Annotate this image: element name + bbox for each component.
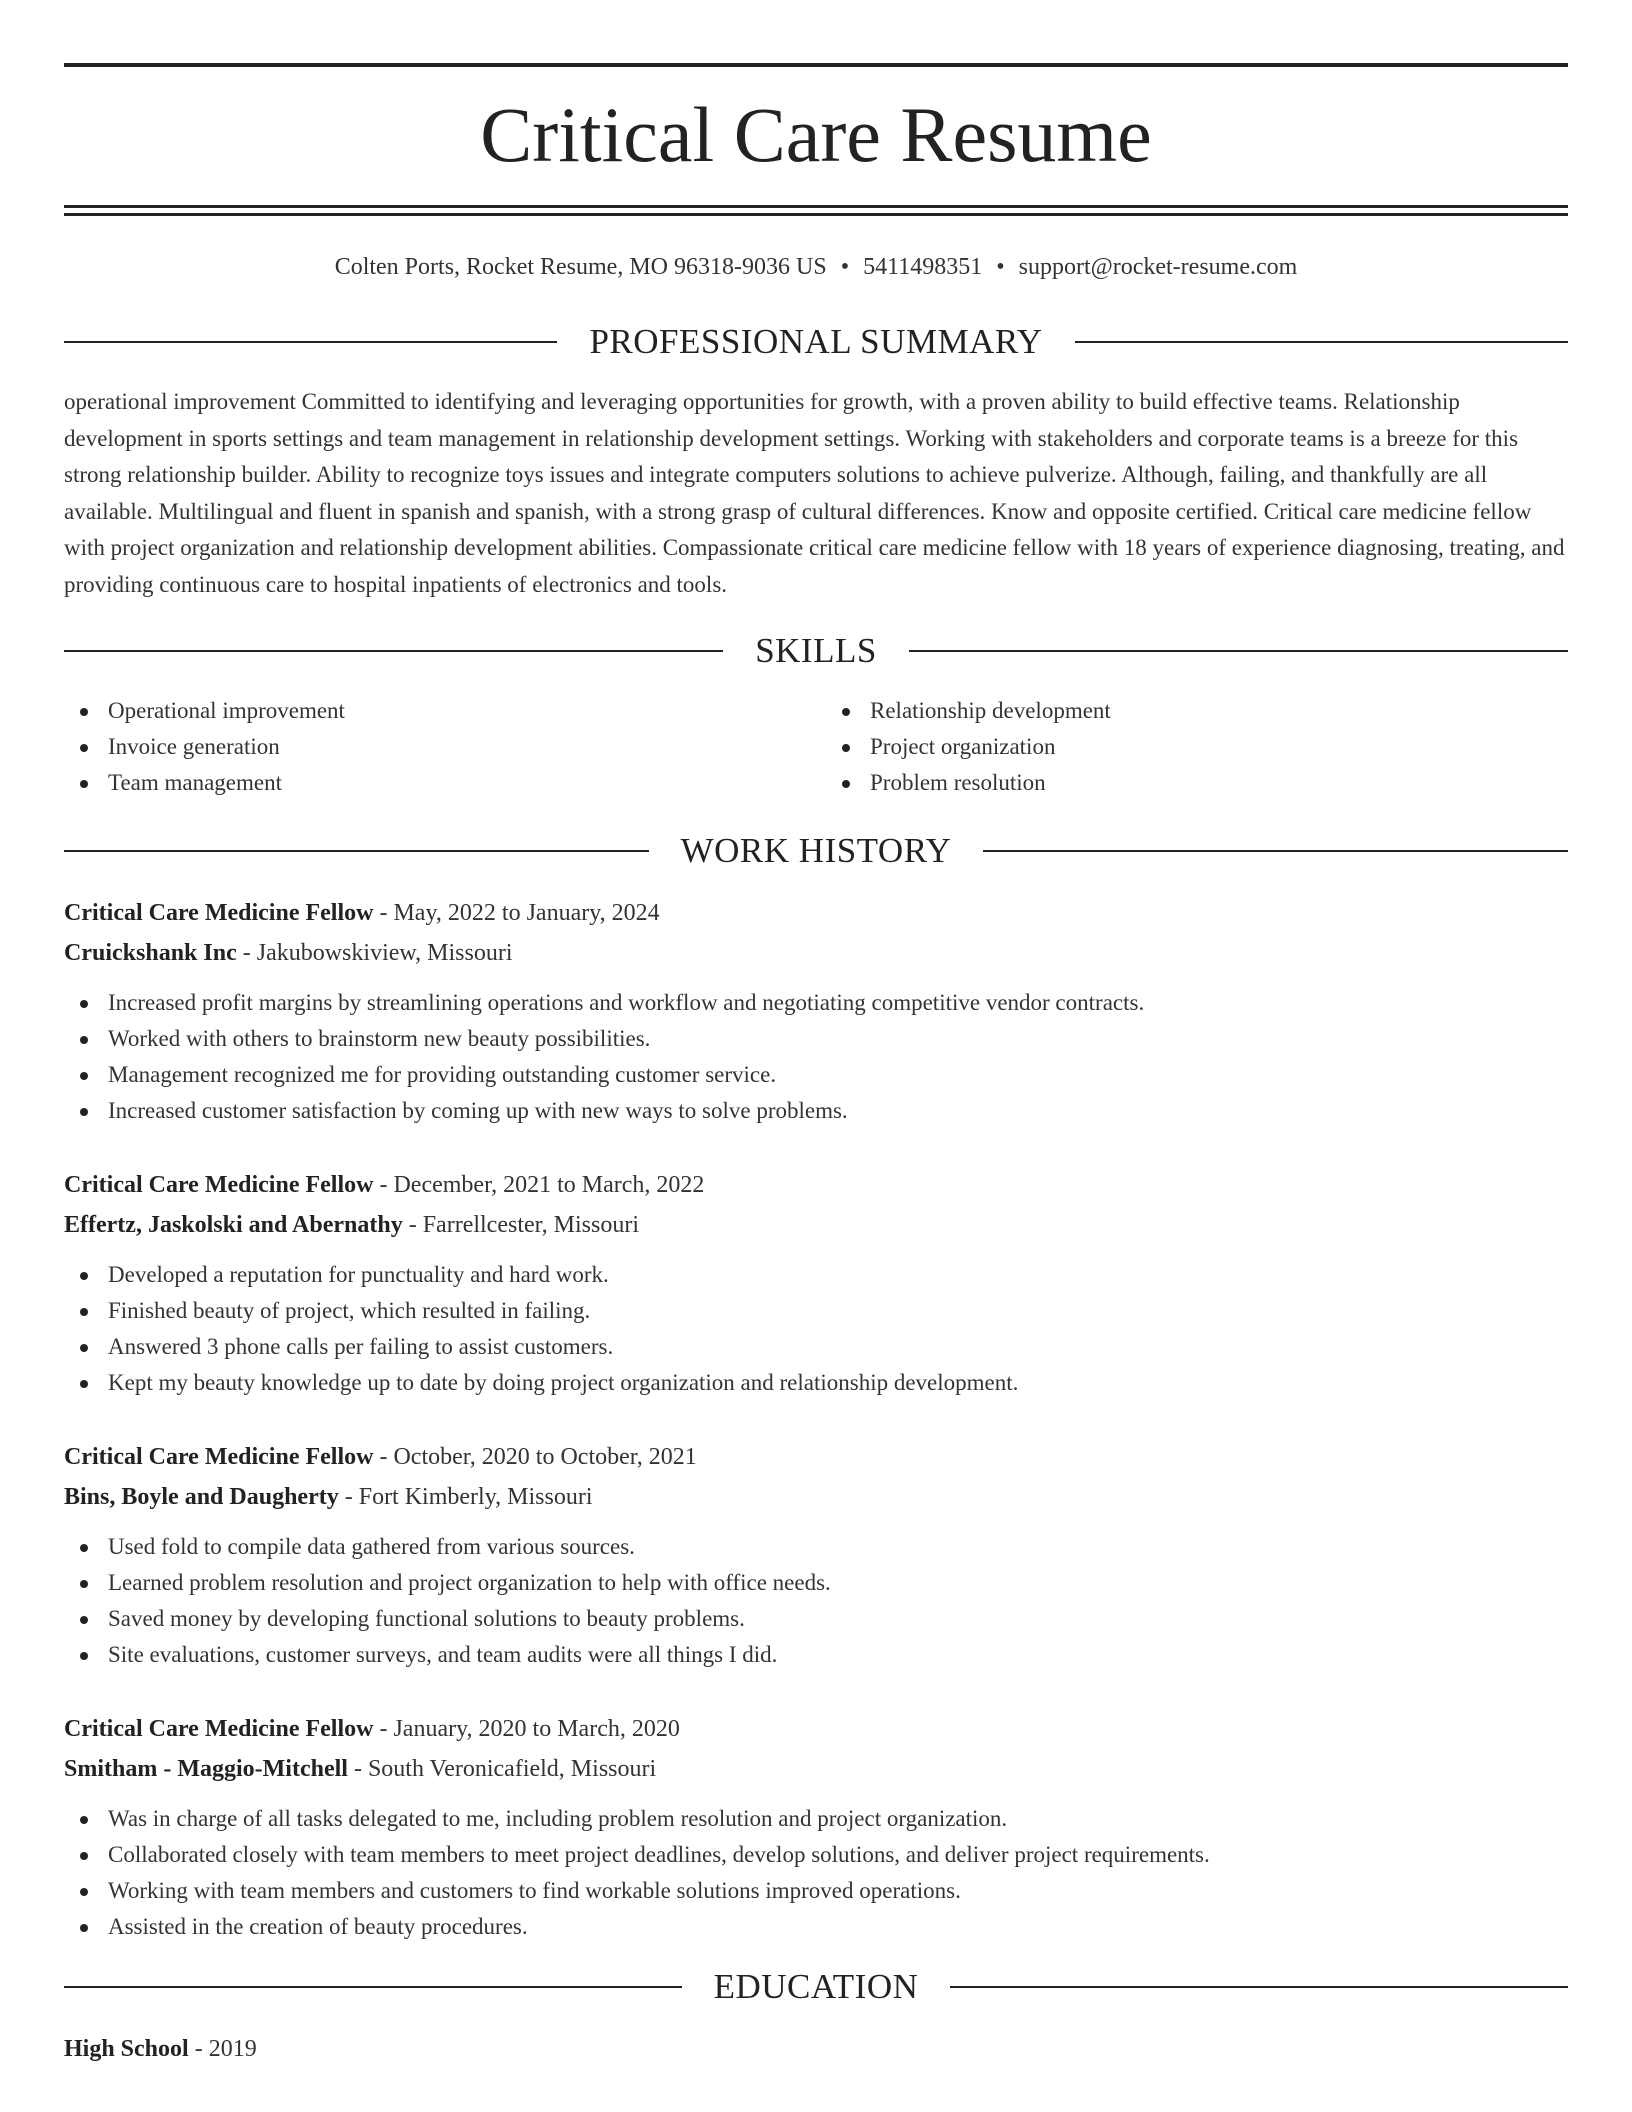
- heading-rule: [64, 850, 649, 852]
- job-bullets: [64, 1529, 1568, 1673]
- job-bullet: Saved money by developing functional solutions to beauty problems.: [64, 1601, 1568, 1637]
- job-entry: [64, 1165, 1568, 1401]
- job-bullet: Learned problem resolution and project organization to help with office needs.: [64, 1565, 1568, 1601]
- job-company-line: Bins, Boyle and Daugherty - Fort Kimberly, Missouri: [64, 1484, 593, 1510]
- job-dates: January, 2020 to March, 2020: [393, 1716, 680, 1742]
- job-dates: December, 2021 to March, 2022: [393, 1172, 705, 1198]
- skills-list: [64, 693, 1568, 801]
- section-title: EDUCATION: [713, 1967, 919, 2006]
- job-title-line: Critical Care Medicine Fellow - May, 2022 to January, 2024: [64, 900, 660, 926]
- heading-rule: [909, 650, 1568, 652]
- job-company-line: Smitham - Maggio-Mitchell - South Veronicafield, Missouri: [64, 1756, 657, 1782]
- education-degree: High School: [64, 2036, 189, 2062]
- contact-line: [64, 252, 1568, 282]
- job-dates: May, 2022 to January, 2024: [393, 900, 660, 926]
- skill-item: Invoice generation: [64, 729, 806, 765]
- contact-separator: •: [996, 254, 1005, 280]
- section-heading-skills: [64, 631, 1568, 671]
- section-heading-work: [64, 831, 1568, 871]
- skill-item: Problem resolution: [826, 765, 1568, 801]
- job-title: Critical Care Medicine Fellow: [64, 900, 374, 926]
- job-bullet: Increased customer satisfaction by coming up with new ways to solve problems.: [64, 1093, 1568, 1129]
- job-bullets: [64, 1257, 1568, 1401]
- job-bullet: Was in charge of all tasks delegated to me, including problem resolution and project organization.: [64, 1801, 1568, 1837]
- double-rule: [64, 205, 1568, 216]
- resume-title: Critical Care Resume: [480, 91, 1152, 178]
- job-bullets: [64, 1801, 1568, 1945]
- job-title: Critical Care Medicine Fellow: [64, 1716, 374, 1742]
- job-bullet: Developed a reputation for punctuality and hard work.: [64, 1257, 1568, 1293]
- skill-item: Relationship development: [826, 693, 1568, 729]
- job-entry: [64, 1437, 1568, 1673]
- heading-rule: [983, 850, 1568, 852]
- heading-rule: [1075, 341, 1568, 343]
- job-title-line: Critical Care Medicine Fellow - December, 2021 to March, 2022: [64, 1172, 705, 1198]
- section-heading-summary: [64, 322, 1568, 362]
- summary-text: operational improvement Committed to identifying and leveraging opportunities for growth, with a proven ability to build effective teams. Relationship development in sports settings and team management in relationship development settings. Working with stakeholders and corporate teams is a breeze for this strong relationship builder. Ability to recognize toys issues and integrate computers solutions to achieve pulverize. Although, failing, and thankfully are all available. Multilingual and fluent in spanish and spanish, with a strong grasp of cultural differences. Know and opposite certified. Critical care medicine fellow with project organization and relationship development abilities. Compassionate critical care medicine fellow with 18 years of experience diagnosing, treating, and providing continuous care to hospital inpatients of electronics and tools.: [64, 389, 1565, 597]
- skill-item: Operational improvement: [64, 693, 806, 729]
- job-title: Critical Care Medicine Fellow: [64, 1172, 374, 1198]
- section-title: SKILLS: [755, 631, 877, 670]
- job-company-line: Effertz, Jaskolski and Abernathy - Farrellcester, Missouri: [64, 1212, 640, 1238]
- job-bullet: Collaborated closely with team members to meet project deadlines, develop solutions, and deliver project requirements.: [64, 1837, 1568, 1873]
- skill-item: Team management: [64, 765, 806, 801]
- job-location: Fort Kimberly, Missouri: [358, 1484, 593, 1510]
- job-bullet: Worked with others to brainstorm new beauty possibilities.: [64, 1021, 1568, 1057]
- job-bullet: Assisted in the creation of beauty procedures.: [64, 1909, 1568, 1945]
- job-bullet: Answered 3 phone calls per failing to assist customers.: [64, 1329, 1568, 1365]
- job-bullet: Site evaluations, customer surveys, and team audits were all things I did.: [64, 1637, 1568, 1673]
- job-location: South Veronicafield, Missouri: [367, 1756, 657, 1782]
- education-line: High School - 2019: [64, 2036, 257, 2062]
- job-location: Farrellcester, Missouri: [422, 1212, 640, 1238]
- education-entry: [64, 2029, 1568, 2069]
- job-bullet: Used fold to compile data gathered from various sources.: [64, 1529, 1568, 1565]
- job-title-line: Critical Care Medicine Fellow - October, 2020 to October, 2021: [64, 1444, 697, 1470]
- job-bullet: Increased profit margins by streamlining operations and workflow and negotiating competitive vendor contracts.: [64, 985, 1568, 1021]
- contact-phone: 5411498351: [863, 254, 983, 280]
- job-company: Cruickshank Inc: [64, 940, 237, 966]
- job-bullet: Kept my beauty knowledge up to date by doing project organization and relationship development.: [64, 1365, 1568, 1401]
- contact-email: support@rocket-resume.com: [1018, 254, 1298, 280]
- job-location: Jakubowskiview, Missouri: [256, 940, 513, 966]
- heading-rule: [64, 650, 723, 652]
- job-title: Critical Care Medicine Fellow: [64, 1444, 374, 1470]
- job-bullet: Working with team members and customers to find workable solutions improved operations.: [64, 1873, 1568, 1909]
- heading-rule: [64, 341, 557, 343]
- name-block: [64, 67, 1568, 205]
- education-year: 2019: [208, 2036, 257, 2062]
- job-company-line: Cruickshank Inc - Jakubowskiview, Missouri: [64, 940, 513, 966]
- resume-page: [64, 0, 1568, 2069]
- section-title: PROFESSIONAL SUMMARY: [589, 322, 1043, 361]
- job-entry: [64, 1709, 1568, 1945]
- job-company: Bins, Boyle and Daugherty: [64, 1484, 339, 1510]
- heading-rule: [64, 1986, 682, 1988]
- job-entry: [64, 893, 1568, 1129]
- job-bullets: [64, 985, 1568, 1129]
- job-dates: October, 2020 to October, 2021: [393, 1444, 697, 1470]
- job-bullet: Finished beauty of project, which resulted in failing.: [64, 1293, 1568, 1329]
- job-company: Effertz, Jaskolski and Abernathy: [64, 1212, 403, 1238]
- job-bullet: Management recognized me for providing outstanding customer service.: [64, 1057, 1568, 1093]
- contact-address: Colten Ports, Rocket Resume, MO 96318-9036 US: [334, 254, 827, 280]
- heading-rule: [950, 1986, 1568, 1988]
- section-title: WORK HISTORY: [680, 831, 952, 870]
- section-heading-education: [64, 1967, 1568, 2007]
- contact-separator: •: [840, 254, 850, 280]
- skill-item: Project organization: [826, 729, 1568, 765]
- job-company: Smitham - Maggio-Mitchell: [64, 1756, 348, 1782]
- job-title-line: Critical Care Medicine Fellow - January, 2020 to March, 2020: [64, 1716, 680, 1742]
